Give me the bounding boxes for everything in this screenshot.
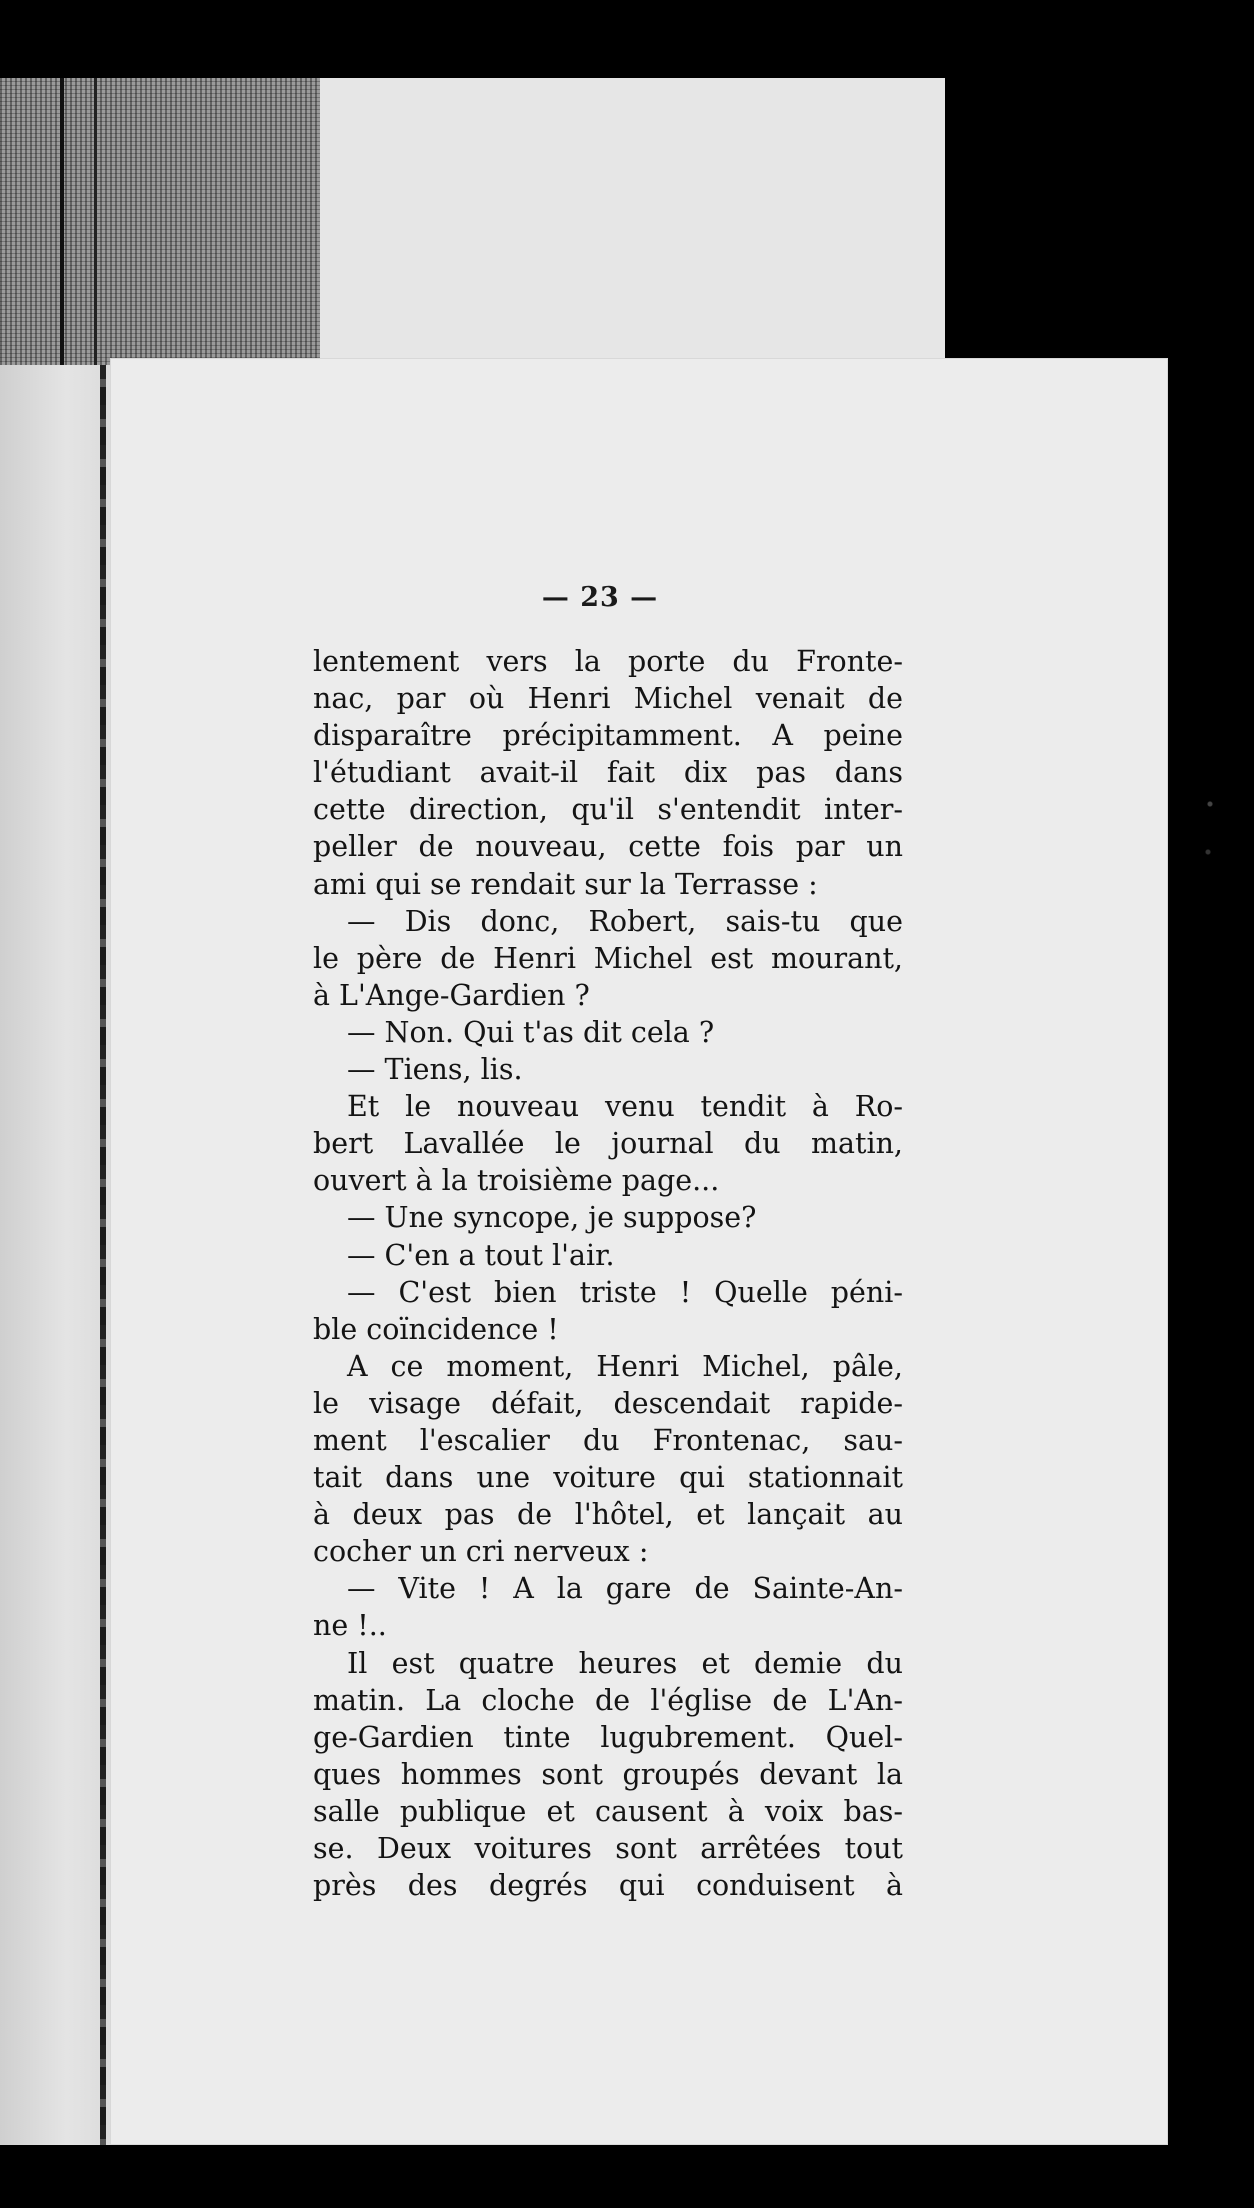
text-line: se. Deux voitures sont arrêtées tout: [313, 1832, 903, 1865]
facing-page-edge: [0, 365, 110, 2145]
text-line: — C'est bien triste ! Quelle péni-: [347, 1275, 903, 1309]
text-line: Il est quatre heures et demie du: [347, 1646, 903, 1680]
text-line: — Non. Qui t'as dit cela ?: [347, 1015, 715, 1049]
text-line: à L'Ange-Gardien ?: [313, 978, 590, 1012]
text-line: matin. La cloche de l'église de L'An-: [313, 1683, 903, 1717]
text-line: ouvert à la troisième page...: [313, 1164, 720, 1198]
text-line: ment l'escalier du Frontenac, sau-: [313, 1423, 903, 1457]
text-line: — Vite ! A la gare de Sainte-An-: [347, 1572, 903, 1606]
text-line: ne !..: [313, 1609, 387, 1643]
text-line: ami qui se rendait sur la Terrasse :: [313, 867, 818, 901]
text-line: ques hommes sont groupés devant la: [313, 1757, 903, 1791]
text-line: le visage défait, descendait rapide-: [313, 1386, 903, 1420]
text-line: bert Lavallée le journal du matin,: [313, 1127, 903, 1161]
page-number: — 23 —: [541, 582, 659, 613]
scan-specks: [1200, 780, 1220, 900]
page-text: [313, 643, 903, 1904]
text-line: — Une syncope, je suppose?: [347, 1201, 757, 1235]
text-line: l'étudiant avait-il fait dix pas dans: [313, 756, 903, 790]
text-line: nac, par où Henri Michel venait de: [313, 682, 903, 716]
text-line: Et le nouveau venu tendit à Ro-: [347, 1090, 903, 1124]
text-line: cette direction, qu'il s'entendit inter-: [313, 793, 903, 827]
binding-strip: [0, 78, 330, 370]
text-line: — Tiens, lis.: [347, 1053, 523, 1087]
text-line: cocher un cri nerveux :: [313, 1535, 649, 1569]
text-line: salle publique et causent à voix bas-: [313, 1794, 903, 1828]
text-line: tait dans une voiture qui stationnait: [313, 1461, 903, 1495]
text-line: — Dis donc, Robert, sais-tu que: [347, 904, 903, 938]
binding-stitching: [60, 78, 97, 370]
text-line: près des degrés qui conduisent à: [313, 1869, 903, 1903]
text-line: à deux pas de l'hôtel, et lançait au: [313, 1498, 903, 1532]
text-line: le père de Henri Michel est mourant,: [313, 941, 903, 975]
text-line: ge-Gardien tinte lugubrement. Quel-: [313, 1720, 903, 1754]
text-line: — C'en a tout l'air.: [347, 1238, 615, 1272]
text-line: disparaître précipitamment. A peine: [313, 719, 903, 753]
page-gutter: [100, 365, 106, 2145]
text-line: lentement vers la porte du Fronte-: [313, 645, 903, 678]
text-line: peller de nouveau, cette fois par un: [313, 830, 903, 864]
text-line: A ce moment, Henri Michel, pâle,: [347, 1349, 903, 1383]
text-line: ble coïncidence !: [313, 1312, 559, 1346]
